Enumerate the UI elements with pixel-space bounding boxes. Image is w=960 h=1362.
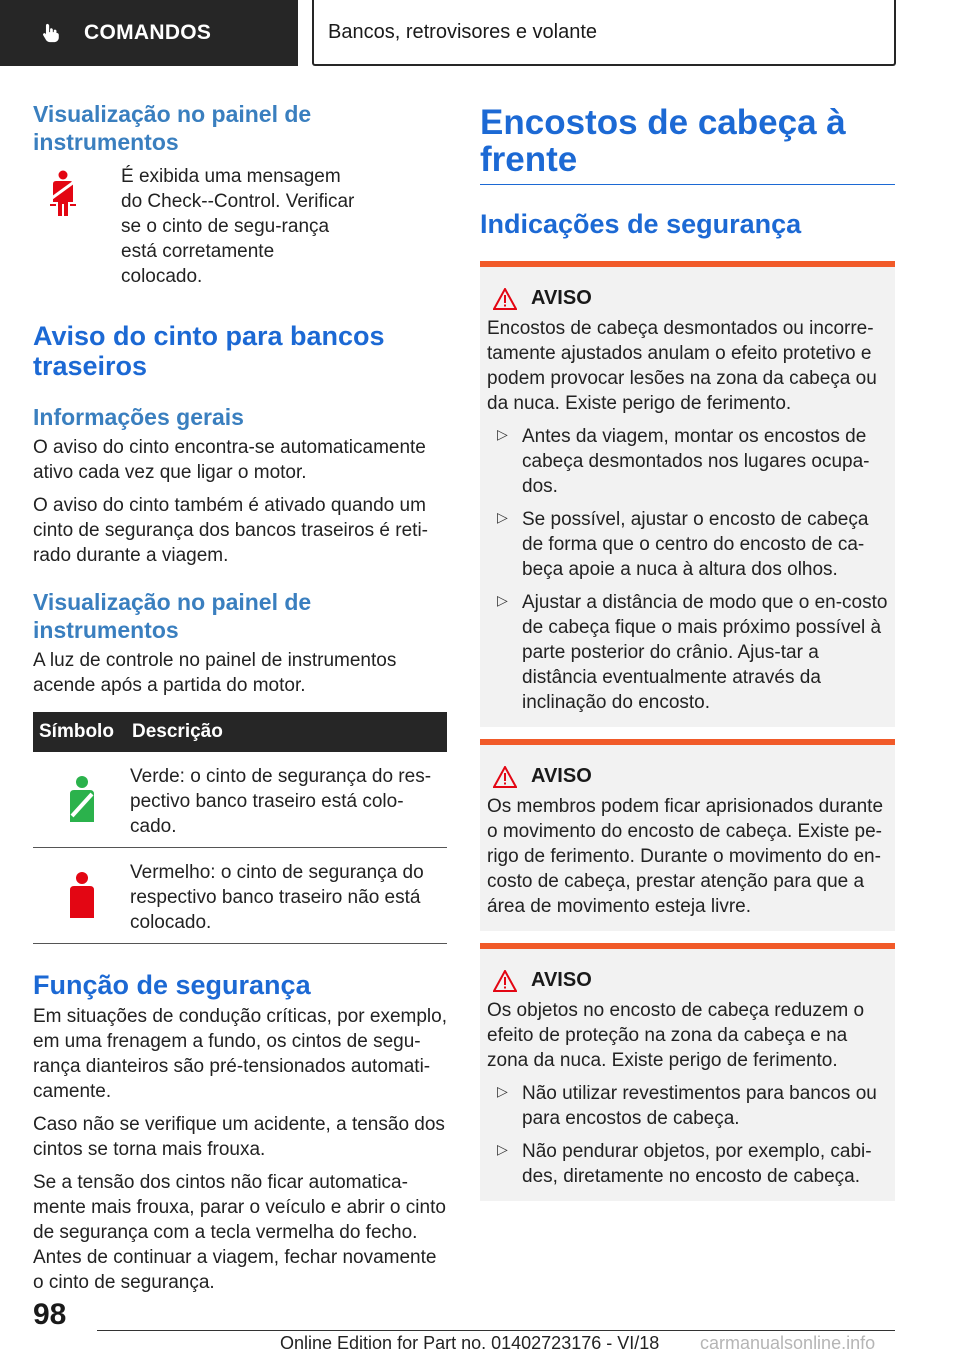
bullet-triangle-icon: ▷ [497,1141,508,1157]
list-item: ▷ Não pendurar objetos, por exemplo, cabi-des, diretamente no encosto de cabeça. [487,1139,888,1189]
seatbelt-warning-icon [48,170,78,218]
warning-text: Os membros podem ficar aprisionados durante o movimento do encosto de cabeça. Existe pe-rigo de ferimento. Durante o movimento do en-costo de cabeça, prestar atenção para que a área de movimento esteja livre. [487,796,884,917]
display-message-text: É exibida uma mensagem do Check--Control. Verificar se o cinto de segu-rança está corretamente colocado. [121,166,355,287]
heading-display: Visualização no painel de instrumentos [33,101,312,155]
footer-divider [97,1330,895,1331]
right-column [480,100,895,1201]
bullet-triangle-icon: ▷ [497,1083,508,1099]
page-header [0,0,960,66]
symbol-table [33,712,447,944]
bullet-triangle-icon: ▷ [497,592,508,608]
warning-box-3 [480,943,895,1201]
heading-general: Informações gerais [33,404,244,430]
edition-note: Online Edition for Part no. 01402723176 - VI/18 [280,1333,660,1353]
general-paragraph-1: O aviso do cinto encontra-se automaticamente ativo cada vez que ligar o motor. [33,437,426,483]
left-column [33,100,447,1295]
watermark: carmanualsonline.info [700,1333,876,1353]
table-row [33,752,447,848]
heading-head-restraints: Encostos de cabeça à frente [480,104,895,185]
heading-safety-notes: Indicações de segurança [480,209,802,239]
warning-title: AVISO [531,765,592,787]
warning-title: AVISO [531,287,592,309]
safety-paragraph-3: Se a tensão dos cintos não ficar automatica-mente mais frouxa, parar o veículo e abrir o cinto de segurança com a tecla vermelha do fecho. Antes de continuar a viagem, fechar novamente o cinto de segurança. [33,1172,446,1293]
heading-display-2: Visualização no painel de instrumentos [33,589,312,643]
safety-paragraph-1: Em situações de condução críticas, por exemplo, em uma frenagem a fundo, os cintos de segu-rança dianteiros são pré-tensionados automati-camente. [33,1006,447,1102]
warning-text: Os objetos no encosto de cabeça reduzem o efeito de proteção na zona da cabeça e na zona da nuca. Existe perigo de ferimento. [487,1000,865,1071]
table-header [33,712,447,752]
warning-title: AVISO [531,969,592,991]
row-red-desc: Vermelho: o cinto de segurança do respectivo banco traseiro não está colocado. [130,862,424,933]
section-title: Bancos, retrovisores e volante [312,0,896,66]
warning-box-1 [480,261,895,727]
hand-pointer-icon [40,22,62,44]
list-item: ▷ Se possível, ajustar o encosto de cabeça de forma que o centro do encosto de ca-beça apoie a nuca à altura dos olhos. [487,507,888,582]
bullet-triangle-icon: ▷ [497,426,508,442]
chapter-tab [0,0,298,66]
page-number: 98 [33,1298,67,1331]
display-message-row [33,164,447,289]
display2-paragraph: A luz de controle no painel de instrumentos acende após a partida do motor. [33,650,397,696]
warning-triangle-icon [493,288,517,310]
list-item: ▷ Antes da viagem, montar os encostos de cabeça desmontados nos lugares ocupa-dos. [487,424,888,499]
col-description: Descrição [132,721,223,742]
chapter-label: COMANDOS [84,21,212,44]
list-item: ▷ Não utilizar revestimentos para bancos ou para encostos de cabeça. [487,1081,888,1131]
row-green-desc: Verde: o cinto de segurança do res-pectivo banco traseiro está colo-cado. [130,766,432,837]
bullet-triangle-icon: ▷ [497,509,508,525]
warning-triangle-icon [493,970,517,992]
seatbelt-red-icon [66,872,98,920]
col-symbol: Símbolo [39,721,114,742]
warning-text: Encostos de cabeça desmontados ou incorre-tamente ajustados anulam o efeito protetivo e podem provocar lesões na zona da cabeça ou da nuca. Existe perigo de ferimento. [487,318,877,414]
general-paragraph-2: O aviso do cinto também é ativado quando um cinto de segurança dos bancos traseiros é reti-rado durante a viagem. [33,495,428,566]
list-item: ▷ Ajustar a distância de modo que o en-costo de cabeça fique o mais próximo possível à parte posterior do crânio. Ajus-tar a distância eventualmente através da inclinação do encosto. [487,590,888,715]
warning-box-2 [480,739,895,931]
warning-triangle-icon [493,766,517,788]
seatbelt-green-icon [66,776,98,824]
table-row [33,848,447,944]
heading-safety-function: Função de segurança [33,970,311,1000]
safety-paragraph-2: Caso não se verifique um acidente, a tensão dos cintos se torna mais frouxa. [33,1114,445,1160]
heading-rear-belt: Aviso do cinto para bancos traseiros [33,321,385,381]
